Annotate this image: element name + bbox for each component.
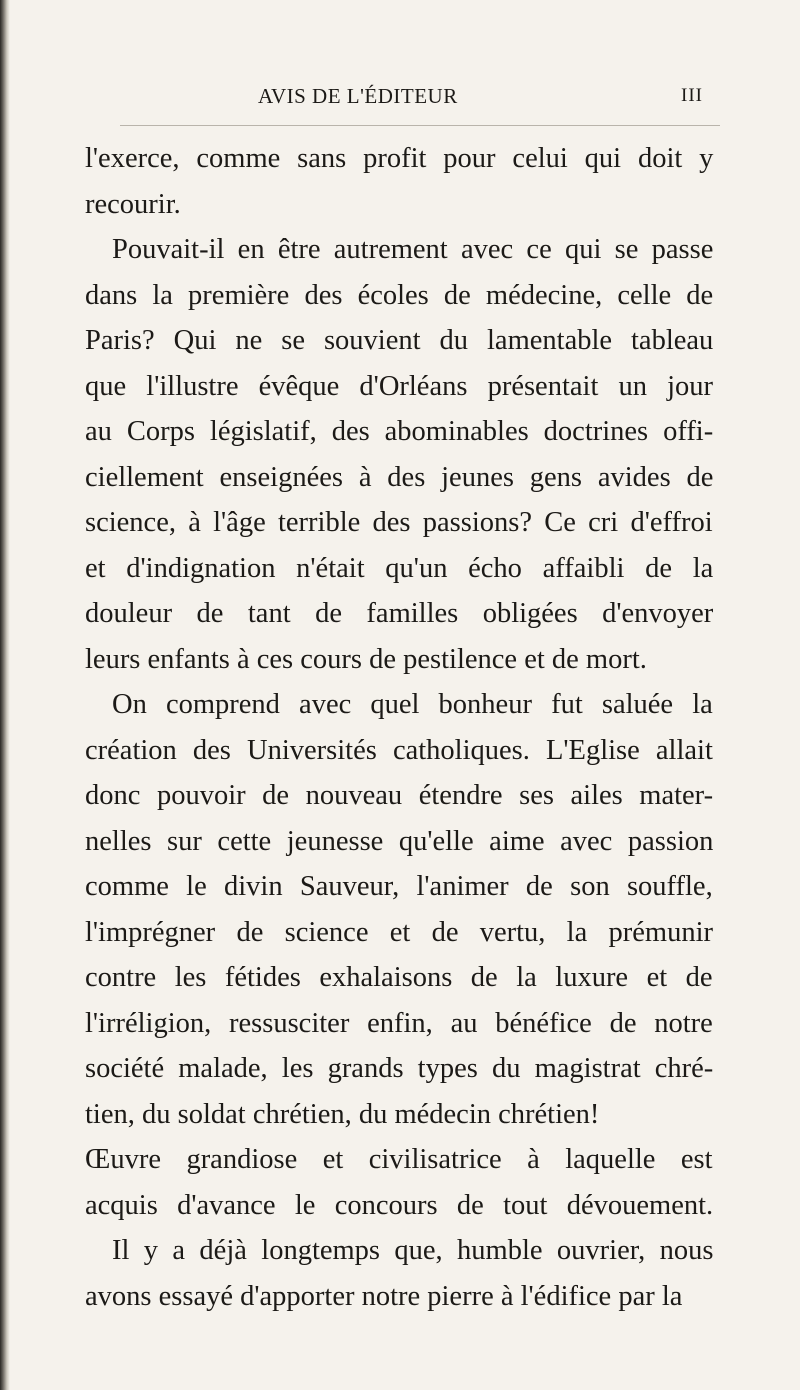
text-line: l'imprégner de science et de vertu, la prémunir	[85, 916, 713, 948]
text-line: société malade, les grands types du magistrat chré-	[85, 1053, 714, 1084]
text-line: au Corps législatif, des abominables doctrines offi-	[85, 416, 714, 447]
text-line: science, à l'âge terrible des passions? Ce cri d'effroi	[85, 507, 713, 538]
text-line: dans la première des écoles de médecine, celle de	[85, 279, 714, 311]
text-line: Pouvait-il en être autrement avec ce qui se passe	[112, 234, 714, 265]
text-line: que l'illustre évêque d'Orléans présentait un jour	[85, 370, 714, 402]
running-title: AVIS DE L'ÉDITEUR	[258, 84, 458, 108]
text-line: ciellement enseignées à des jeunes gens avides de	[85, 461, 714, 493]
text-line: avons essayé d'apporter notre pierre à l'édifice par la	[85, 1280, 683, 1312]
text-line: et d'indignation n'était qu'un écho affaibli de la	[85, 552, 714, 584]
text-line: douleur de tant de familles obligées d'envoyer	[85, 598, 714, 629]
text-line: On comprend avec quel bonheur fut saluée la	[112, 689, 713, 720]
text-line: acquis d'avance le concours de tout dévouement.	[85, 1189, 714, 1221]
text-line: création des Universités catholiques. L'Eglise allait	[85, 734, 713, 766]
page-number: III	[681, 85, 703, 106]
text-line: leurs enfants à ces cours de pestilence et de mort.	[85, 643, 647, 675]
text-line: nelles sur cette jeunesse qu'elle aime avec passion	[85, 825, 714, 857]
text-line: recourir.	[85, 188, 181, 220]
text-line: contre les fétides exhalaisons de la luxure et de	[85, 962, 713, 993]
text-line: l'irréligion, ressusciter enfin, au bénéfice de notre	[85, 1007, 713, 1039]
text-line: Paris? Qui ne se souvient du lamentable tableau	[85, 325, 714, 356]
text-line: comme le divin Sauveur, l'animer de son souffle,	[85, 871, 713, 902]
text-line: Il y a déjà longtemps que, humble ouvrier, nous	[112, 1235, 714, 1266]
text-line: donc pouvoir de nouveau étendre ses ailes mater-	[85, 780, 714, 811]
text-line: tien, du soldat chrétien, du médecin chrétien!	[85, 1098, 600, 1130]
text-line: Œuvre grandiose et civilisatrice à laquelle est	[85, 1144, 713, 1175]
text-line: l'exerce, comme sans profit pour celui qui doit y	[85, 143, 714, 174]
